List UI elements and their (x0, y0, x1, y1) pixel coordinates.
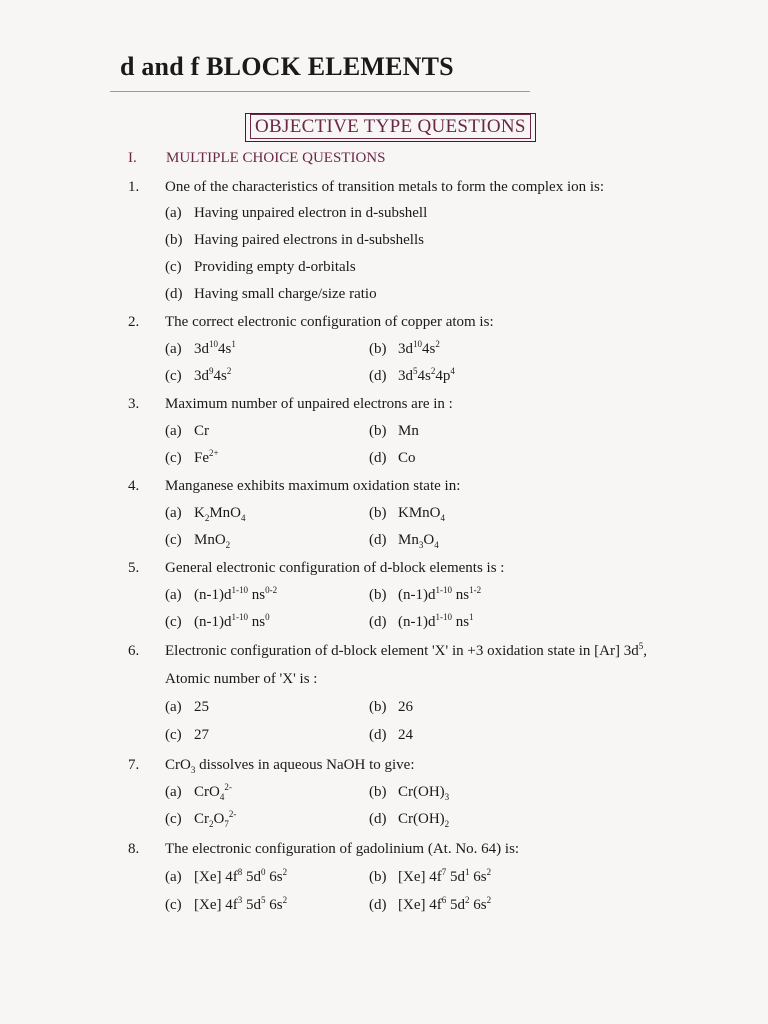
option-text: Mn (398, 423, 419, 439)
question-number: 1. (128, 179, 140, 195)
option-label: (b) (369, 341, 387, 357)
option-b (369, 784, 449, 801)
question-text: Maximum number of unpaired electrons are in : (165, 396, 453, 412)
question-number: 3. (128, 396, 140, 412)
option-text: Co (398, 450, 416, 466)
option-a (165, 699, 209, 716)
subsection-title: MULTIPLE CHOICE QUESTIONS (166, 150, 386, 166)
option-c (165, 614, 270, 631)
question-text: CrO$_3$ dissolves in aqueous NaOH to give: (165, 757, 415, 775)
option-text: $Mn_3O_4$ (398, 532, 439, 550)
option-b (165, 232, 424, 249)
option-label: (d) (369, 614, 387, 630)
option-label: (d) (369, 368, 387, 384)
option-d (369, 532, 439, 549)
option-d (165, 286, 377, 303)
option-text: Providing empty d-orbitals (194, 259, 356, 275)
option-c (165, 727, 209, 744)
option-label: (a) (165, 423, 182, 439)
option-d (369, 811, 449, 828)
option-c (165, 450, 219, 467)
option-text: $K_2MnO_4$ (194, 505, 246, 523)
option-label: (b) (369, 423, 387, 439)
option-text: [Xe] $4f^7$ $5d^1$ $6s^2$ (398, 867, 492, 885)
option-c (165, 368, 231, 385)
option-label: (c) (165, 532, 182, 548)
option-label: (a) (165, 784, 182, 800)
option-a (165, 205, 427, 222)
option-label: (b) (369, 784, 387, 800)
subsection-number: I. (128, 150, 137, 166)
option-text: $3d^94s^2$ (194, 366, 232, 384)
option-label: (d) (369, 811, 387, 827)
option-text: $(n-1)d^{1-10}$ $ns^1$ (398, 612, 474, 630)
option-text: 25 (194, 699, 209, 715)
question-number: 4. (128, 478, 140, 494)
option-label: (d) (369, 532, 387, 548)
option-label: (a) (165, 205, 182, 221)
option-d (369, 614, 474, 631)
chapter-title: d and f BLOCK ELEMENTS (120, 52, 454, 81)
option-text: 26 (398, 699, 413, 715)
section-title: OBJECTIVE TYPE QUESTIONS (252, 116, 529, 137)
option-label: (a) (165, 869, 182, 885)
option-d (369, 897, 491, 914)
option-d (369, 368, 455, 385)
question-number: 6. (128, 643, 140, 659)
option-text: $(n-1)d^{1-10}$ $ns^0$ (194, 612, 270, 630)
question-text: General electronic configuration of d-block elements is : (165, 560, 505, 576)
option-label: (b) (369, 505, 387, 521)
option-text: 27 (194, 727, 209, 743)
question-text: Electronic configuration of d-block element 'X' in +3 oxidation state in [Ar] $3d^5$, (165, 641, 647, 659)
title-divider (110, 91, 530, 92)
option-text: $3d^{10}4s^2$ (398, 339, 440, 357)
option-label: (b) (369, 587, 387, 603)
option-c (165, 811, 236, 828)
option-a (165, 869, 287, 886)
option-text: Having unpaired electron in d-subshell (194, 205, 428, 221)
option-label: (c) (165, 450, 182, 466)
section-heading-box (245, 113, 536, 142)
option-b (369, 699, 413, 716)
option-text: $Fe^{2+}$ (194, 448, 219, 466)
option-text: $3d^{10}4s^1$ (194, 339, 236, 357)
option-label: (d) (165, 286, 183, 302)
option-label: (b) (369, 699, 387, 715)
option-text: CrO$_4^{2-}$ (194, 782, 232, 802)
question-number: 2. (128, 314, 140, 330)
option-label: (a) (165, 699, 182, 715)
option-b (369, 423, 419, 440)
option-text: $(n-1)d^{1-10}$ $ns^{0-2}$ (194, 585, 278, 603)
option-label: (c) (165, 259, 182, 275)
option-text: [Xe] $4f^8$ $5d^0$ $6s^2$ (194, 867, 288, 885)
question-number: 5. (128, 560, 140, 576)
option-text: [Xe] $4f^3$ $5d^5$ $6s^2$ (194, 895, 288, 913)
option-c (165, 259, 356, 276)
option-text: 24 (398, 727, 413, 743)
option-d (369, 450, 416, 467)
option-label: (a) (165, 587, 182, 603)
question-text: Atomic number of 'X' is : (165, 671, 318, 687)
option-text: Cr (194, 423, 209, 439)
option-label: (c) (165, 897, 182, 913)
option-text: $3d^54s^24p^4$ (398, 366, 455, 384)
question-text: The correct electronic configuration of copper atom is: (165, 314, 494, 330)
question-text: One of the characteristics of transition metals to form the complex ion is: (165, 179, 605, 195)
option-label: (b) (369, 869, 387, 885)
option-a (165, 423, 209, 440)
option-c (165, 532, 230, 549)
option-label: (c) (165, 727, 182, 743)
option-b (369, 341, 440, 358)
option-label: (d) (369, 897, 387, 913)
option-text: Having small charge/size ratio (194, 286, 377, 302)
option-text: $Cr(OH)_3$ (398, 784, 450, 802)
option-a (165, 341, 236, 358)
option-text: $(n-1)d^{1-10}$ $ns^{1-2}$ (398, 585, 482, 603)
option-label: (c) (165, 614, 182, 630)
subsection-heading (128, 150, 385, 167)
option-a (165, 784, 232, 801)
option-d (369, 727, 413, 744)
option-text: $Cr(OH)_2$ (398, 811, 450, 829)
question-text: The electronic configuration of gadolinium (At. No. 64) is: (165, 841, 520, 857)
option-a (165, 505, 246, 522)
option-text: $Cr_2O_7^{2-}$ (194, 809, 237, 829)
option-text: [Xe] $4f^6$ $5d^2$ $6s^2$ (398, 895, 492, 913)
option-label: (a) (165, 341, 182, 357)
option-label: (c) (165, 811, 182, 827)
option-text: Having paired electrons in d-subshells (194, 232, 424, 248)
option-label: (b) (165, 232, 183, 248)
question-text: Manganese exhibits maximum oxidation state in: (165, 478, 461, 494)
option-b (369, 587, 481, 604)
option-text: KMnO$_4$ (398, 505, 446, 523)
option-c (165, 897, 287, 914)
option-label: (a) (165, 505, 182, 521)
option-label: (d) (369, 727, 387, 743)
question-number: 7. (128, 757, 140, 773)
option-label: (c) (165, 368, 182, 384)
option-a (165, 587, 277, 604)
option-label: (d) (369, 450, 387, 466)
option-text: MnO$_2$ (194, 532, 231, 550)
option-b (369, 869, 491, 886)
option-b (369, 505, 445, 522)
question-number: 8. (128, 841, 140, 857)
